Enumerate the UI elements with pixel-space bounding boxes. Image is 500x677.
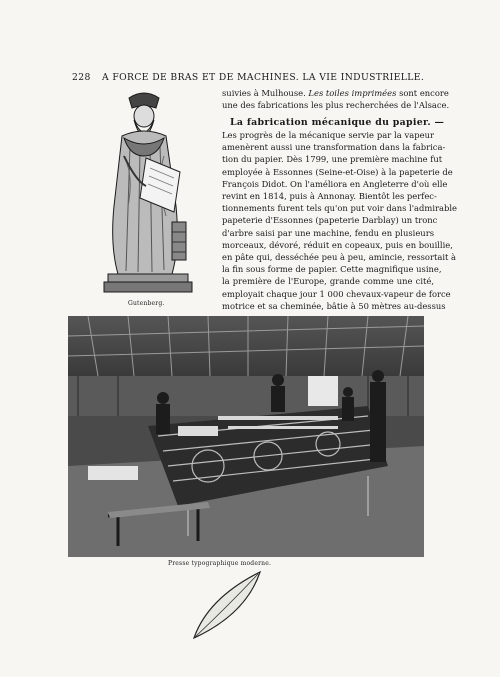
printing-press-photograph <box>68 316 424 557</box>
body-paragraph <box>222 129 457 312</box>
body-line: d'arbre saisi par une machine, fendu en plusieurs <box>222 227 434 238</box>
body-line: tion du papier. Dès 1799, une première machine fut <box>222 154 443 165</box>
body-line: Les progrès de la mécanique servie par la vapeur <box>222 130 434 140</box>
body-line: employée à Essonnes (Seine-et-Oise) à la papeterie de <box>222 166 453 177</box>
body-line: François Didot. On l'améliora en Angleterre d'où elle <box>222 178 448 189</box>
intro-line: suivies à Mulhouse. Les toiles imprimées sont encore <box>222 88 449 98</box>
statue-caption: Gutenberg. <box>128 300 165 307</box>
body-line: la première de l'Europe, grande comme une cité, <box>222 276 434 287</box>
leaf-ornament <box>188 568 268 644</box>
body-line: en pâte qui, desséchée peu à peu, amincie, ressortait à <box>222 252 457 263</box>
intro-paragraph <box>222 87 450 111</box>
body-line: employait chaque jour 1 000 chevaux-vapeur de force <box>222 288 451 299</box>
page-number: 228 <box>72 72 91 83</box>
photo-caption: Presse typographique moderne. <box>168 560 272 567</box>
body-line: amenèrent aussi une transformation dans la fabrica- <box>222 142 446 153</box>
body-line: tionnements furent tels qu'on put voir dans l'admirable <box>222 203 457 214</box>
section-title: La fabrication mécanique du papier. — <box>230 117 445 128</box>
intro-line: une des fabrications les plus recherchées de l'Alsace. <box>222 100 450 111</box>
body-line: motrice et sa cheminée, bâtie à 50 mètres au-dessus <box>222 300 446 311</box>
body-line: papeterie d'Essonnes (papeterie Darblay) un tronc <box>222 215 438 226</box>
body-line: la fin sous forme de papier. Cette magnifique usine, <box>222 264 442 275</box>
body-line: revint en 1814, puis à Annonay. Bientôt les perfec- <box>222 191 437 202</box>
running-title: A FORCE DE BRAS ET DE MACHINES. LA VIE INDUSTRIELLE. <box>102 72 425 83</box>
press-photo-drawing <box>68 316 424 557</box>
running-header <box>72 72 432 86</box>
body-line: morceaux, dévoré, réduit en copeaux, puis en bouillie, <box>222 239 453 250</box>
gutenberg-statue-illustration <box>84 86 204 298</box>
